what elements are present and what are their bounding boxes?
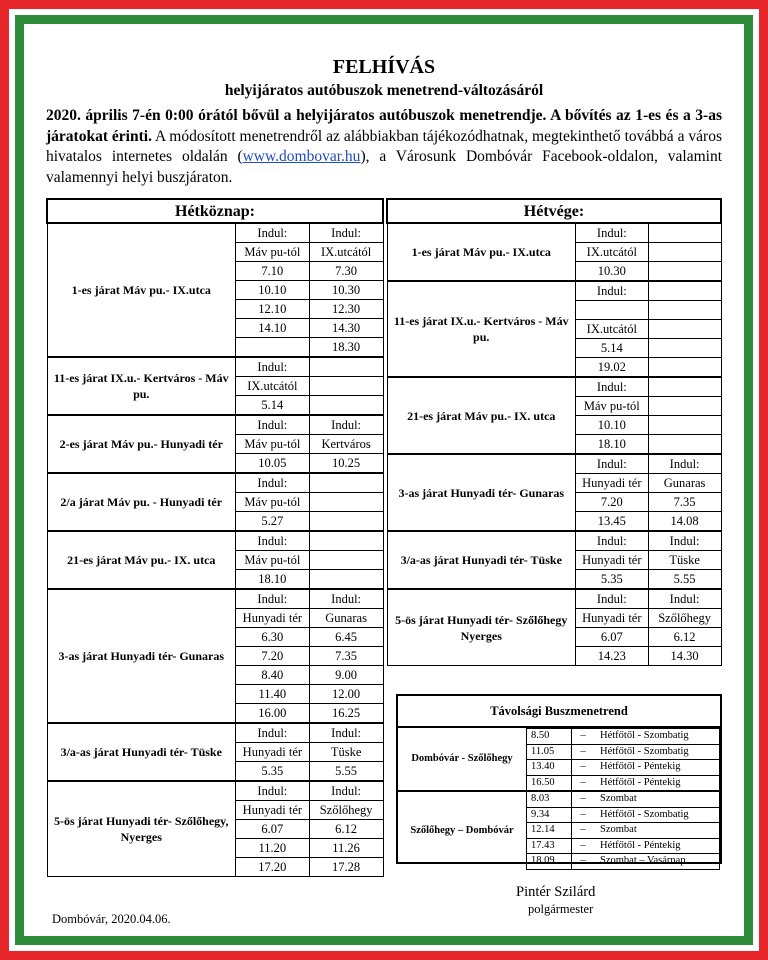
time-cell: 18.10 [236, 570, 310, 590]
time-cell: 5.14 [575, 339, 648, 358]
time-cell: Indul: [236, 473, 310, 493]
departure-time: 17.43 [527, 838, 572, 854]
service-days: Hétfőtől - Szombatig [594, 744, 720, 760]
time-cell [309, 512, 383, 532]
dash: – [572, 838, 595, 854]
time-cell: Indul: [575, 223, 648, 243]
route-name: 1-es járat Máv pu.- IX.utca [387, 223, 575, 281]
dash: – [572, 729, 595, 745]
time-cell: 8.40 [236, 666, 310, 685]
time-cell: 12.30 [309, 300, 383, 319]
time-cell: 6.07 [236, 820, 310, 839]
time-cell: Indul: [648, 454, 721, 474]
route-name: 5-ös járat Hunyadi tér- Szőlőhegy, Nyerges [47, 781, 236, 877]
table-row [398, 729, 720, 745]
time-cell: Máv pu-tól [236, 493, 310, 512]
time-cell: 7.30 [309, 262, 383, 281]
service-days: Hétfőtől - Szombatig [594, 729, 720, 745]
time-cell: Szőlőhegy [648, 609, 721, 628]
time-cell: 14.30 [309, 319, 383, 338]
time-cell: 17.20 [236, 858, 310, 877]
dash: – [572, 807, 595, 823]
dash: – [572, 775, 595, 791]
service-days: Hétfőtől - Szombatig [594, 807, 720, 823]
time-cell: Máv pu-tól [236, 551, 310, 570]
time-cell: Tüske [309, 743, 383, 762]
table-row [47, 781, 383, 801]
table-row [387, 377, 721, 397]
dash: – [572, 744, 595, 760]
time-cell: Indul: [648, 589, 721, 609]
departure-time: 12.14 [527, 823, 572, 839]
time-cell [648, 243, 721, 262]
time-cell: 17.28 [309, 858, 383, 877]
weekday-timetable [46, 198, 384, 877]
time-cell: 7.35 [309, 647, 383, 666]
time-cell: 18.10 [575, 435, 648, 455]
long-distance-timetable [396, 694, 722, 867]
time-cell: Máv pu-tól [236, 435, 310, 454]
time-cell [648, 281, 721, 301]
route-name: 1-es járat Máv pu.- IX.utca [47, 223, 236, 357]
time-cell: IX.utcától [309, 243, 383, 262]
time-cell [648, 262, 721, 282]
time-cell: Kertváros [309, 435, 383, 454]
time-cell: 6.12 [309, 820, 383, 839]
time-cell: Hunyadi tér [575, 609, 648, 628]
time-cell: Indul: [236, 357, 310, 377]
time-cell [309, 377, 383, 396]
time-cell: Gunaras [309, 609, 383, 628]
time-cell: Máv pu-tól [236, 243, 310, 262]
time-cell: Indul: [575, 454, 648, 474]
time-cell: 10.30 [309, 281, 383, 300]
time-cell: IX.utcától [575, 243, 648, 262]
time-cell: Indul: [236, 223, 310, 243]
dash: – [572, 854, 595, 870]
time-cell: 5.55 [309, 762, 383, 782]
time-cell: IX.utcától [575, 320, 648, 339]
time-cell [648, 358, 721, 378]
time-cell: 12.10 [236, 300, 310, 319]
website-link[interactable]: www.dombovar.hu [242, 148, 361, 165]
time-cell: 14.08 [648, 512, 721, 532]
table-row [47, 415, 383, 435]
intro-bold: 2020. április 7-én 0:00 órától bővül a helyijáratos autóbuszok menetrendje. A bővítés az 1-es és a 3-as járatokat érinti. [46, 107, 722, 145]
time-cell: 5.14 [236, 396, 310, 416]
route-direction: Dombóvár - Szőlőhegy [398, 729, 527, 792]
intro-text-1: A módosított menetrendről az alábbiakban tájékozódhatnak, megtekinthető továbbá a város hivatalos internetes oldalán ( [46, 127, 723, 165]
time-cell [309, 473, 383, 493]
dash: – [572, 791, 595, 807]
time-cell [236, 338, 310, 358]
time-cell: 6.07 [575, 628, 648, 647]
time-cell: 14.23 [575, 647, 648, 666]
route-name: 5-ös járat Hunyadi tér- Szőlőhegy Nyerges [387, 589, 575, 666]
time-cell: Indul: [575, 281, 648, 301]
time-cell: Indul: [309, 781, 383, 801]
time-cell: 13.45 [575, 512, 648, 532]
time-cell [309, 493, 383, 512]
route-direction: Szőlőhegy – Dombóvár [398, 791, 527, 869]
time-cell: Indul: [648, 531, 721, 551]
table-row [47, 473, 383, 493]
time-cell: 14.30 [648, 647, 721, 666]
time-cell: Indul: [236, 531, 310, 551]
time-cell: Hunyadi tér [236, 743, 310, 762]
time-cell: Máv pu-tól [575, 397, 648, 416]
route-name: 3-as járat Hunyadi tér- Gunaras [387, 454, 575, 531]
time-cell: 5.27 [236, 512, 310, 532]
time-cell: Szőlőhegy [309, 801, 383, 820]
table-row [387, 454, 721, 474]
time-cell: 7.35 [648, 493, 721, 512]
time-cell: Indul: [575, 531, 648, 551]
time-cell [648, 416, 721, 435]
weekend-header: Hétvége: [387, 199, 721, 223]
time-cell [648, 377, 721, 397]
document-date: Dombóvár, 2020.04.06. [52, 912, 171, 926]
time-cell: 11.20 [236, 839, 310, 858]
route-name: 2-es járat Máv pu.- Hunyadi tér [47, 415, 236, 473]
time-cell: Hunyadi tér [236, 609, 310, 628]
time-cell [309, 396, 383, 416]
dash: – [572, 823, 595, 839]
time-cell: 10.05 [236, 454, 310, 474]
service-days: Hétfőtől - Péntekig [594, 838, 720, 854]
time-cell: 6.30 [236, 628, 310, 647]
table-row [47, 357, 383, 377]
time-cell: 5.35 [236, 762, 310, 782]
service-days: Szombat – Vasárnap [594, 854, 720, 870]
time-cell: Indul: [236, 781, 310, 801]
time-cell: 11.26 [309, 839, 383, 858]
time-cell: Indul: [236, 415, 310, 435]
table-row [47, 589, 383, 609]
time-cell [648, 320, 721, 339]
service-days: Szombat [594, 791, 720, 807]
time-cell: Indul: [309, 589, 383, 609]
service-days: Szombat [594, 823, 720, 839]
table-row [387, 281, 721, 301]
time-cell: 16.00 [236, 704, 310, 724]
time-cell: 12.00 [309, 685, 383, 704]
time-cell: Indul: [309, 723, 383, 743]
time-cell: Hunyadi tér [575, 474, 648, 493]
time-cell: Indul: [575, 589, 648, 609]
time-cell [309, 531, 383, 551]
table-row [47, 723, 383, 743]
time-cell [648, 223, 721, 243]
departure-time: 13.40 [527, 760, 572, 776]
departure-time: 8.50 [527, 729, 572, 745]
time-cell: 9.00 [309, 666, 383, 685]
intro-paragraph [46, 106, 722, 188]
long-distance-title: Távolsági Buszmenetrend [398, 696, 720, 728]
time-cell: Gunaras [648, 474, 721, 493]
weekday-header: Hétköznap: [47, 199, 383, 223]
service-days: Hétfőtől - Péntekig [594, 775, 720, 791]
time-cell: 7.20 [236, 647, 310, 666]
table-row [47, 223, 383, 243]
table-row [47, 531, 383, 551]
page-title: FELHÍVÁS [332, 56, 436, 78]
time-cell [648, 339, 721, 358]
departure-time: 9.34 [527, 807, 572, 823]
time-cell: 19.02 [575, 358, 648, 378]
intro-text-2: ), a Városunk Dombóvár Facebook-oldalon, valamint valamennyi helyi buszjáraton. [46, 148, 723, 186]
table-row [387, 531, 721, 551]
time-cell: Indul: [575, 377, 648, 397]
time-cell: Indul: [236, 723, 310, 743]
time-cell: 10.30 [575, 262, 648, 282]
time-cell [575, 301, 648, 320]
time-cell [648, 435, 721, 455]
time-cell: 10.10 [575, 416, 648, 435]
weekend-timetable [386, 198, 722, 666]
time-cell: 14.10 [236, 319, 310, 338]
time-cell: IX.utcától [236, 377, 310, 396]
departure-time: 11.05 [527, 744, 572, 760]
time-cell [309, 551, 383, 570]
time-cell [309, 570, 383, 590]
time-cell: 5.35 [575, 570, 648, 590]
route-name: 3-as járat Hunyadi tér- Gunaras [47, 589, 236, 723]
time-cell: 10.25 [309, 454, 383, 474]
service-days: Hétfőtől - Péntekig [594, 760, 720, 776]
time-cell: 16.25 [309, 704, 383, 724]
signature-name: Pintér Szilárd [516, 884, 596, 900]
signature-title: polgármester [528, 902, 594, 916]
time-cell: Indul: [309, 415, 383, 435]
time-cell: Indul: [236, 589, 310, 609]
route-name: 21-es járat Máv pu.- IX. utca [387, 377, 575, 454]
time-cell [309, 357, 383, 377]
route-name: 3/a-as járat Hunyadi tér- Tüske [47, 723, 236, 781]
time-cell: 7.20 [575, 493, 648, 512]
departure-time: 8.03 [527, 791, 572, 807]
time-cell: 6.45 [309, 628, 383, 647]
route-name: 21-es járat Máv pu.- IX. utca [47, 531, 236, 589]
time-cell: 7.10 [236, 262, 310, 281]
time-cell: Tüske [648, 551, 721, 570]
time-cell: 18.30 [309, 338, 383, 358]
route-name: 3/a-as járat Hunyadi tér- Tüske [387, 531, 575, 589]
departure-time: 16.50 [527, 775, 572, 791]
route-name: 2/a járat Máv pu. - Hunyadi tér [47, 473, 236, 531]
time-cell: 10.10 [236, 281, 310, 300]
table-row [387, 223, 721, 243]
dash: – [572, 760, 595, 776]
page-subtitle: helyijáratos autóbuszok menetrend-változásáról [224, 82, 544, 99]
time-cell: 5.55 [648, 570, 721, 590]
time-cell: 11.40 [236, 685, 310, 704]
route-name: 11-es járat IX.u.- Kertváros - Máv pu. [47, 357, 236, 415]
departure-time: 18.09 [527, 854, 572, 870]
time-cell: 6.12 [648, 628, 721, 647]
table-row [398, 791, 720, 807]
time-cell: Hunyadi tér [236, 801, 310, 820]
time-cell [648, 301, 721, 320]
time-cell [648, 397, 721, 416]
table-row [387, 589, 721, 609]
route-name: 11-es járat IX.u.- Kertváros - Máv pu. [387, 281, 575, 377]
time-cell: Indul: [309, 223, 383, 243]
time-cell: Hunyadi tér [575, 551, 648, 570]
